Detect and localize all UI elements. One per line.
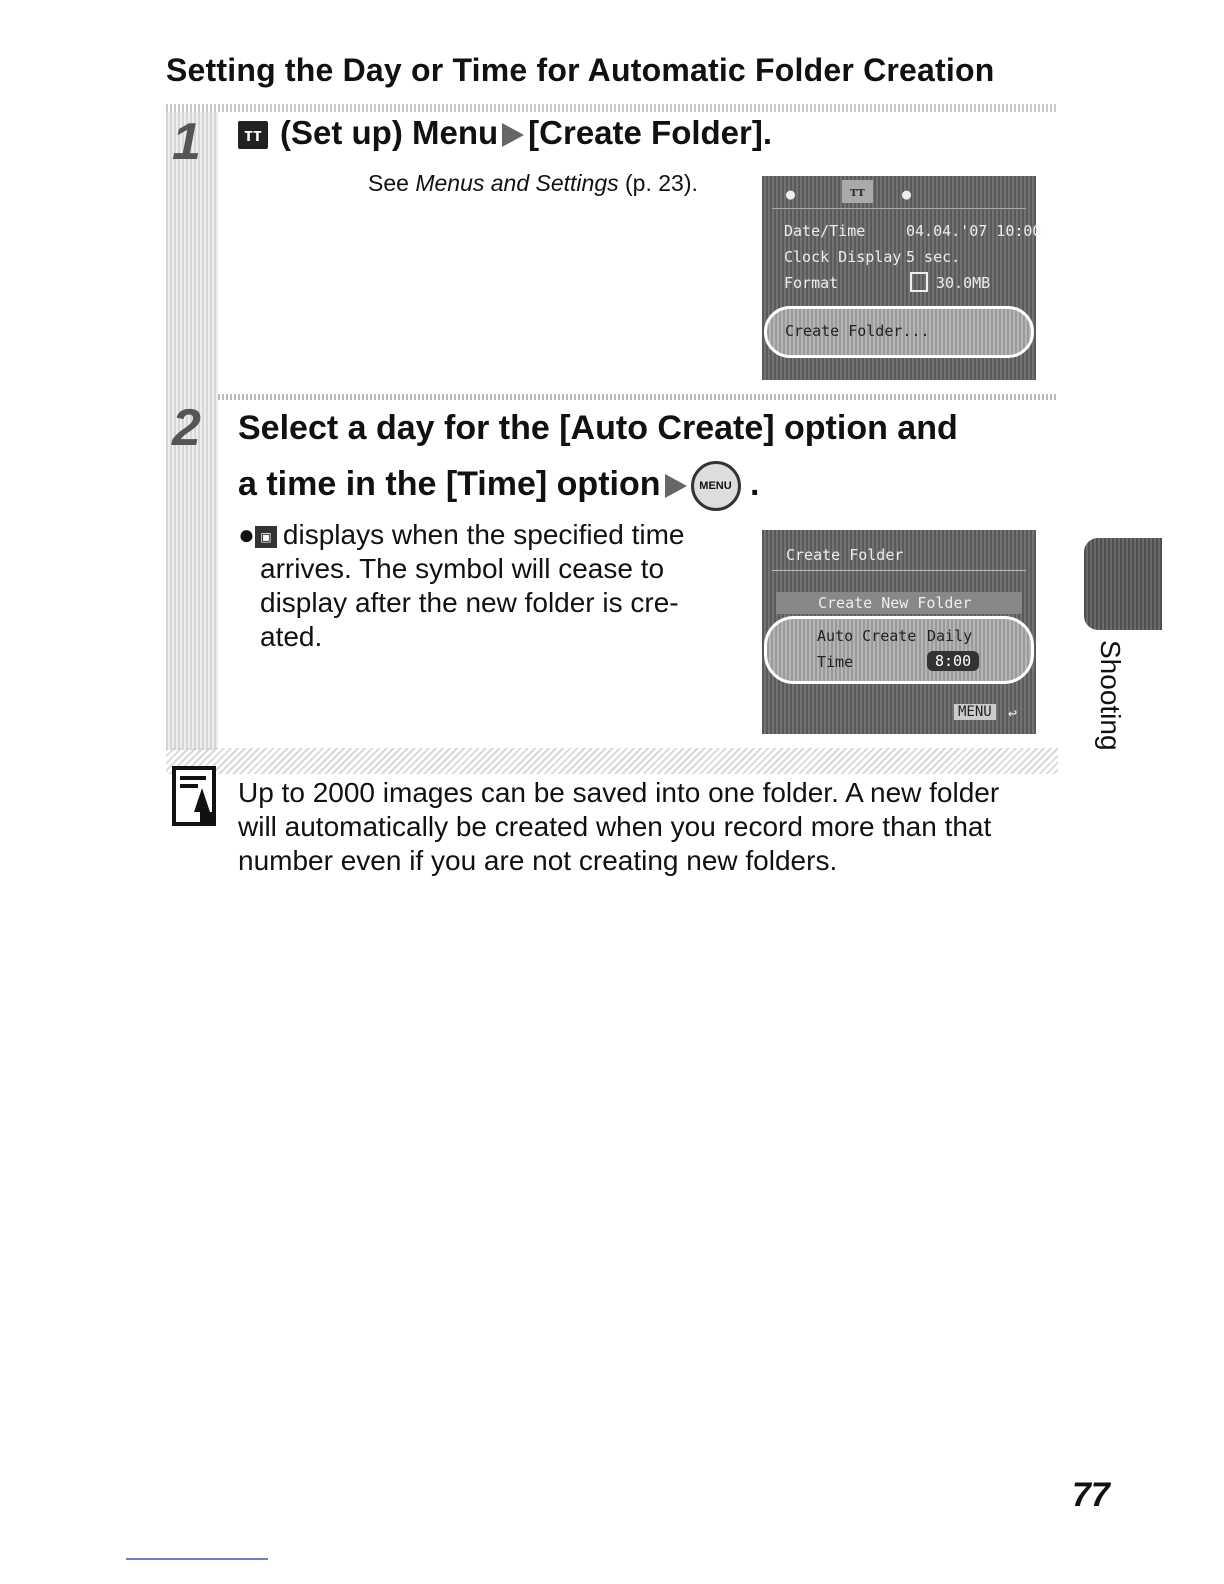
step-2-bar [166, 398, 218, 750]
footer-line [126, 1558, 268, 1560]
screen-tabs [772, 182, 1026, 209]
screen-row-label: Clock Display [784, 248, 902, 266]
bullet-text-1: displays when the specified time [282, 519, 685, 550]
screen-row-value: 30.0MB [936, 274, 991, 292]
screen-row-label: Date/Time [784, 222, 866, 240]
setup-icon: ᴛᴛ [238, 121, 268, 149]
step-1-bar [166, 112, 218, 398]
bullet-text-3: display after the new folder is cre- [260, 587, 679, 618]
auto-create-value: Daily [927, 627, 973, 645]
bottom-divider [166, 748, 1058, 774]
side-tab-marker [1084, 538, 1162, 630]
bullet-line-1: ● ▣ displays when the specified time [238, 519, 685, 550]
see-prefix: See [368, 170, 416, 196]
camera-screen-setup-menu [762, 176, 1042, 380]
screen-title: Create Folder [786, 546, 904, 564]
side-tab-text: Shooting [1095, 640, 1126, 751]
screen-row-label: Format [784, 274, 839, 292]
see-suffix: (p. 23). [618, 170, 698, 196]
section-title: Setting the Day or Time for Automatic Folder Creation [166, 52, 995, 88]
page-number: 77 [1072, 1476, 1110, 1514]
step-2-title-line2: a time in the [Time] option [238, 465, 661, 503]
step-2-title [238, 400, 1058, 512]
arrow-right-icon [502, 123, 524, 147]
time-label: Time [817, 653, 854, 671]
camera-screen-create-folder [762, 530, 1036, 734]
step-1-number: 1 [172, 113, 201, 171]
step-2-title-line1: Select a day for the [Auto Create] option and [238, 409, 958, 447]
screen-highlight-item: Create Folder... [785, 322, 930, 340]
step-2-bullet [238, 518, 748, 654]
menu-hint: MENU [954, 704, 996, 720]
bullet-text-4: ated. [260, 621, 323, 652]
return-icon: ↩ [1008, 704, 1018, 722]
side-tab-label [1092, 640, 1128, 780]
top-divider [166, 104, 1058, 112]
folder-create-icon: ▣ [255, 526, 277, 548]
camera-icon: ● [786, 185, 796, 203]
screen-row-value: 04.04.'07 10:00 [906, 222, 1042, 240]
menu-button-icon: MENU [691, 461, 741, 511]
step-1-title-a: (Set up) Menu [280, 114, 499, 151]
memory-card-icon [910, 272, 928, 292]
time-value: 8:00 [927, 651, 979, 671]
step-1-title-b: [Create Folder]. [528, 114, 773, 151]
note-text [238, 776, 1068, 878]
bullet-text-2: arrives. The symbol will cease to [260, 553, 665, 584]
note-line-1: Up to 2000 images can be saved into one folder. A new folder [238, 777, 1000, 808]
highlight-oval [764, 616, 1034, 684]
setup-tab-icon: ᴛᴛ [842, 180, 873, 203]
note-line-3: number even if you are not creating new folders. [238, 845, 838, 876]
step-1-title [238, 114, 772, 152]
arrow-right-icon [665, 474, 687, 498]
screen-divider [772, 570, 1026, 571]
screen-row-value: 5 sec. [906, 248, 961, 266]
see-link[interactable]: Menus and Settings [415, 170, 619, 196]
auto-create-label: Auto Create [817, 627, 917, 645]
see-reference [368, 170, 698, 197]
step-2-title-line2-wrap: a time in the [Time] option MENU . [238, 456, 1058, 512]
note-line-2: will automatically be created when you record more than that [238, 811, 992, 842]
highlight-oval [764, 306, 1034, 358]
my-menu-icon: ● [902, 185, 912, 203]
screen-sub: Create New Folder [818, 594, 972, 612]
note-icon [172, 766, 218, 828]
step-2-number: 2 [172, 399, 201, 457]
